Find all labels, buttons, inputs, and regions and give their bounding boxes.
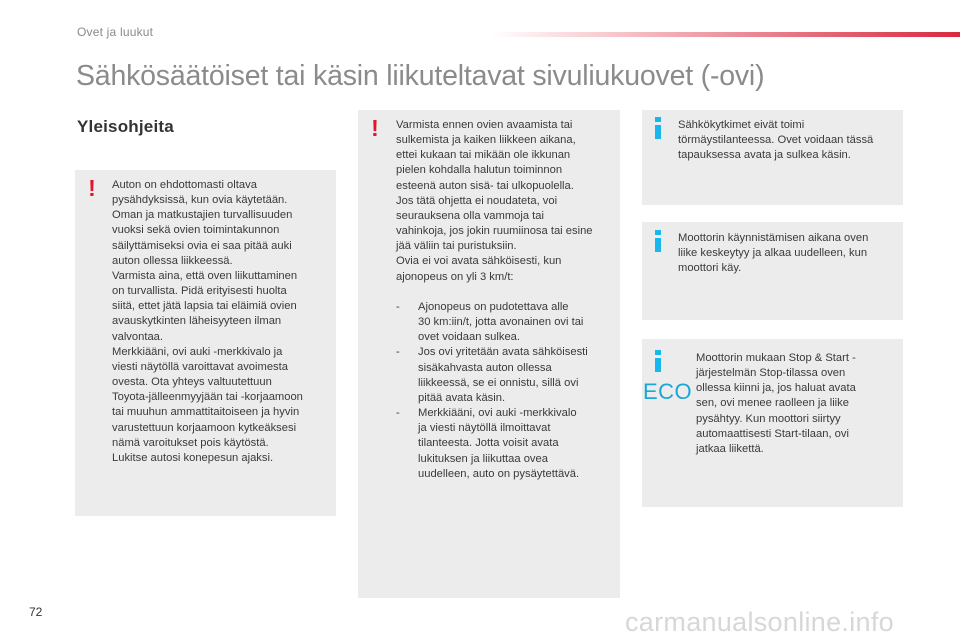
warning-text-door-obstruction: Varmista ennen ovien avaamista tai sulkemista ja kaiken liikkeen aikana, ettei kukaan tai mikään ole ikkunan pielen kohdalla halutun toiminnon esteenä auton sisä- tai ulkopuolella. Jos tätä ohjetta ei noudateta, voi seurauksena olla vammoja tai vahinkoja, jos jokin ruumiinosa tai esine jää väliin tai puristuksiin. Ovia ei voi avata sähköisesti, kun ajonopeus on yli 3 km/t: <box>396 119 593 283</box>
list-item-text: Jos ovi yritetään avata sähköisesti sisäkahvasta auton ollessa liikkeessä, se ei onnistu, sillä ovi pitää avata käsin. <box>418 346 588 404</box>
list-dash: - <box>396 301 400 313</box>
header-accent-bar <box>490 32 960 37</box>
info-text-crash: Sähkökytkimet eivät toimi törmäystilanteessa. Ovet voidaan tässä tapauksessa avata ja sulkea käsin. <box>678 119 874 162</box>
page-title: Sähkösäätöiset tai käsin liikuteltavat sivuliukuovet (-ovi) <box>76 60 765 92</box>
eco-logo-icon: ECO <box>643 379 693 404</box>
warning-exclamation-icon: ! <box>371 115 379 141</box>
warning-text-general: Auton on ehdottomasti oltava pysähdyksissä, kun ovia käytetään. Oman ja matkustajien turvallisuuden vuoksi sekä ovien toimintakunnon säilyttämiseksi ovia ei saa pitää auki auton ollessa liikkeessä. Varmista aina, että oven liikuttaminen on turvallista. Pidä erityisesti huolta siitä, ettet jätä lapsia tai eläimiä ovien avauskytkinten läheisyyteen ilman valvontaa. Merkkiääni, ovi auki -merkkivalo ja viesti näytöllä varoittavat avoimesta ovesta. Ota yhteys valtuutettuun Toyota-jälleenmyyjään tai -korjaamoon tai muuhun ammattitaitoiseen ja hyvin varustettuun korjaamoon kytkeäksesi nämä varoitukset pois käytöstä. Lukitse autosi konepesun ajaksi. <box>112 179 303 464</box>
speed-conditions-list <box>396 300 618 482</box>
info-text-stop-start: Moottorin mukaan Stop & Start - järjestelmän Stop-tilassa oven ollessa kiinni ja, jos haluat avata sen, ovi menee raolleen ja liike pysähtyy. Kun moottori siirtyy automaattisesti Start-tilaan, ovi jatkaa liikettä. <box>696 352 856 455</box>
section-heading: Yleisohjeita <box>77 117 174 136</box>
list-item-text: Ajonopeus on pudotettava alle 30 km:iin/t, jotta avonainen ovi tai ovet voidaan sulkea. <box>418 301 584 344</box>
info-icon <box>654 117 662 139</box>
list-dash: - <box>396 346 400 359</box>
header-section-label: Ovet ja luukut <box>77 25 154 39</box>
info-icon <box>654 230 662 252</box>
list-item-text: Merkkiääni, ovi auki -merkkivalo ja viesti näytöllä ilmoittavat tilanteesta. Jotta voisit avata lukituksen ja liikuttaa ovea uudelleen, auto on pysäytettävä. <box>418 407 580 480</box>
list-item <box>396 406 618 482</box>
page-number: 72 <box>29 605 43 619</box>
list-item <box>396 300 618 345</box>
info-text-engine-start: Moottorin käynnistämisen aikana oven liike keskeytyy ja alkaa uudelleen, kun moottori käy. <box>678 232 869 275</box>
list-item <box>396 345 618 406</box>
list-dash: - <box>396 407 400 420</box>
watermark: carmanualsonline.info <box>625 607 894 637</box>
info-icon <box>654 350 662 372</box>
warning-exclamation-icon: ! <box>88 175 96 201</box>
